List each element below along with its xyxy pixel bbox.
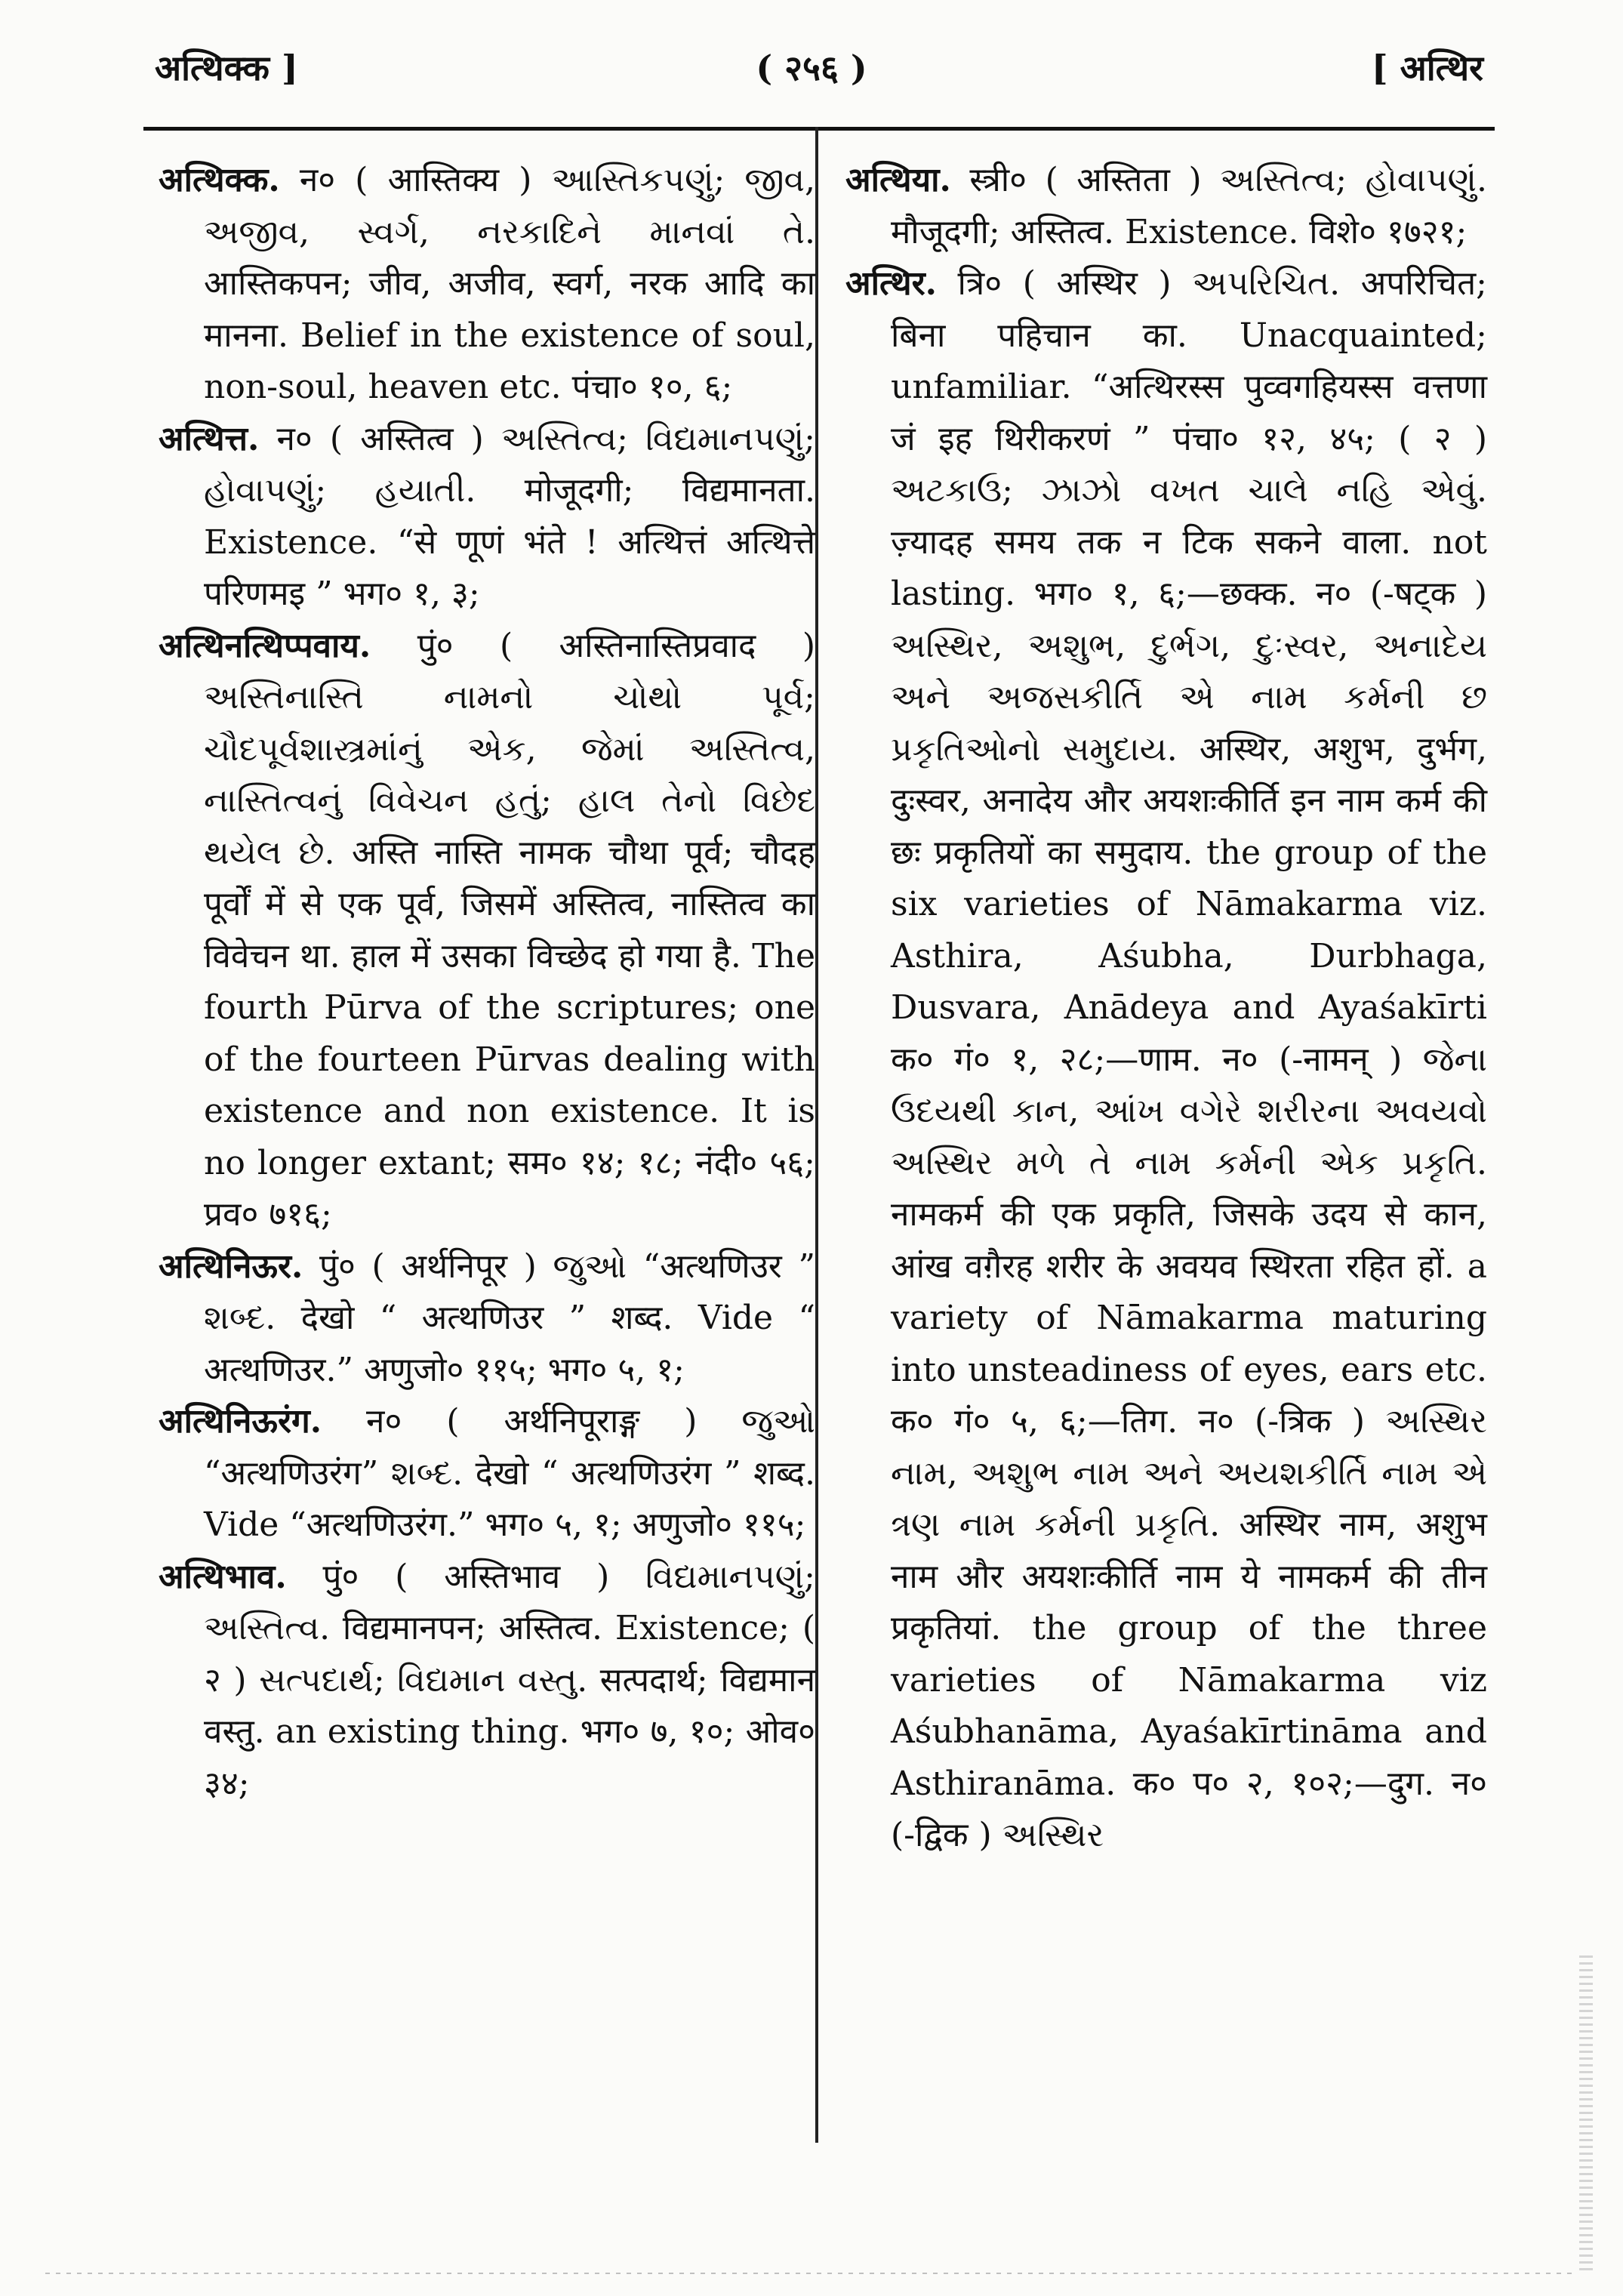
entry-body: न० ( अर्थनिपूराङ्ग ) જુઓ “अत्थणिउरंग” શબ્દ. देखो “ अत्थणिउरंग ” शब्द. Vide “अत्थणिउरंग.” भग० ५, १; अणुजो० ११५; [204, 1402, 815, 1544]
header-rule [143, 127, 1495, 131]
dictionary-entry [159, 1552, 815, 1811]
entry-body: पुं० ( अर्थनिपूर ) જુઓ “अत्थणिउर ” શબ્દ. देखो “ अत्थणिउर ” शब्द. Vide “ अत्थणिउर.” अणुजो० ११५; भग० ५, १; [204, 1247, 815, 1389]
entry-headword: अत्थिभाव. [159, 1557, 287, 1596]
entry-body: न० ( आस्तिक्य ) આસ્તિકપણું; જીવ, અજીવ, સ્વર્ગ, નરકાદિને માનવાં તે. आस्तिकपन; जीव, अजीव, स्वर्ग, नरक आदि का मानना. Belief in the existence of soul, non-soul, heaven etc. पंचा० १०, ६; [204, 161, 815, 406]
running-head [0, 36, 1623, 104]
scan-bottom-edge [45, 2273, 1578, 2274]
entry-body: न० ( अस्तित्व ) અસ્તિત્વ; વિદ્યમાનપણું; હોવાપણું; હયાતી. मोजूदगी; विद्यमानता. Existence. “से णूणं भंते ! अत्थित्तं अत्थित्ते परिणमइ ” भग० १, ३; [204, 419, 815, 613]
column-divider [815, 127, 818, 2143]
entry-headword: अत्थिनिऊरंग. [159, 1402, 322, 1441]
right-column [845, 155, 1487, 1862]
entry-body: स्त्री० ( अस्तिता ) અસ્તિત્વ; હોવાપણું. मौजूदगी; अस्तित्व. Existence. विशे० १७२१; [891, 161, 1487, 251]
dictionary-entry [159, 155, 815, 414]
entry-headword: अत्थिर. [845, 264, 937, 303]
entry-body: पुं० ( अस्तिनास्तिप्रवाद ) અસ્તિનાસ્તિ નામનો ચોથો પૂર્વ; ચૌદપૂર્વશાસ્ત્રમાંનું એક, જેમાં અસ્તિત્વ, નાસ્તિત્વનું વિવેચન હતું; હાલ તેનો વિછેદ થયેલ છે. अस्ति नास्ति नामक चौथा पूर्व; चौदह पूर्वों में से एक पूर्व, जिसमें अस्तित्व, नास्तित्व का विवेचन था. हाल में उसका विच्छेद हो गया है. The fourth Pūrva of the scriptures; one of the fourteen Pūrvas dealing with existence and non existence. It is no longer extant; सम० १४; १८; नंदी० ५६; प्रव० ७१६; [204, 626, 815, 1234]
dictionary-entry [845, 155, 1487, 258]
entry-headword: अत्थिनिऊर. [159, 1247, 303, 1286]
dictionary-entry [159, 1241, 815, 1397]
entry-body: त्रि० ( अस्थिर ) અપરિચિત. अपरिचित; बिना पहिचान का. Unacquainted; unfamiliar. “अत्थिरस्स पुव्वगहियस्स वत्तणा जं इह थिरीकरणं ” पंचा० १२, ४५; ( २ ) અટકાઉ; ઝાઝો વખત ચાલે નહિ એવું. ज़्यादह समय तक न टिक सकने वाला. not lasting. भग० १, ६;—छक्क. न० (-षट्क ) અસ્થિર, અશુભ, દુર્ભગ, દુઃસ્વર, અનાદેય અને અજસકીર્તિ એ નામ કર્મની છ પ્રકૃતિઓનો સમુદાય. अस्थिर, अशुभ, दुर्भग, दुःस्वर, अनादेय और अयशःकीर्ति इन नाम कर्म की छः प्रकृतियों का समुदाय. the group of the six varieties of Nāmakarma viz. Asthira, Aśubha, Durbhaga, Dusvara, Anādeya and Ayaśakīrti क० गं० १, २८;—णाम. न० (-नामन् ) જેના ઉદયથી કાન, આંખ વગેરે શરીરના અવયવો અસ્થિર મળે તે નામ કર્મની એક પ્રકૃતિ. नामकर्म की एक प्रकृति, जिसके उदय से कान, आंख वग़ैरह शरीर के अवयव स्थिरता रहित हों. a variety of Nāmakarma maturing into unsteadiness of eyes, ears etc. क० गं० ५, ६;—तिग. न० (-त्रिक ) અસ્થિર નામ, અશુભ નામ અને અયશકીર્તિ નામ એ ત્રણ નામ કર્મની પ્રકૃતિ. अस्थिर नाम, अशुभ नाम और अयशःकीर्ति नाम ये नामकर्म की तीन प्रकृतियां. the group of the three varieties of Nāmakarma viz Aśubhanāma, Ayaśakīrtināma and Asthiranāma. क० प० २, १०२;—दुग. न० (-द्विक ) અસ્થિર [891, 264, 1487, 1854]
scan-edge-artifact [1579, 1955, 1593, 2273]
page-number: ( २५६ ) [756, 48, 867, 88]
entry-headword: अत्थिक्क. [159, 161, 280, 199]
entry-headword: अत्थिया. [845, 161, 951, 199]
dictionary-entry [159, 1396, 815, 1552]
running-head-left: अत्थिक्क ] [155, 48, 298, 88]
left-column [159, 155, 815, 1810]
entry-body: पुं० ( अस्तिभाव ) વિદ્યમાનપણું; અસ્તિત્વ. विद्यमानपन; अस्तित्व. Existence; ( २ ) સત્પદાર્થ; વિદ્યમાન વસ્તુ. सत्पदार्थ; विद्यमान वस्तु. an existing thing. भग० ७, १०; ओव० ३४; [204, 1557, 815, 1803]
entry-headword: अत्थिनत्थिप्पवाय. [159, 626, 371, 665]
dictionary-entry [159, 621, 815, 1241]
entry-headword: अत्थित्त. [159, 419, 260, 458]
running-head-right: [ अत्थिर [1371, 48, 1483, 88]
dictionary-entry [159, 414, 815, 621]
dictionary-entry [845, 258, 1487, 1862]
